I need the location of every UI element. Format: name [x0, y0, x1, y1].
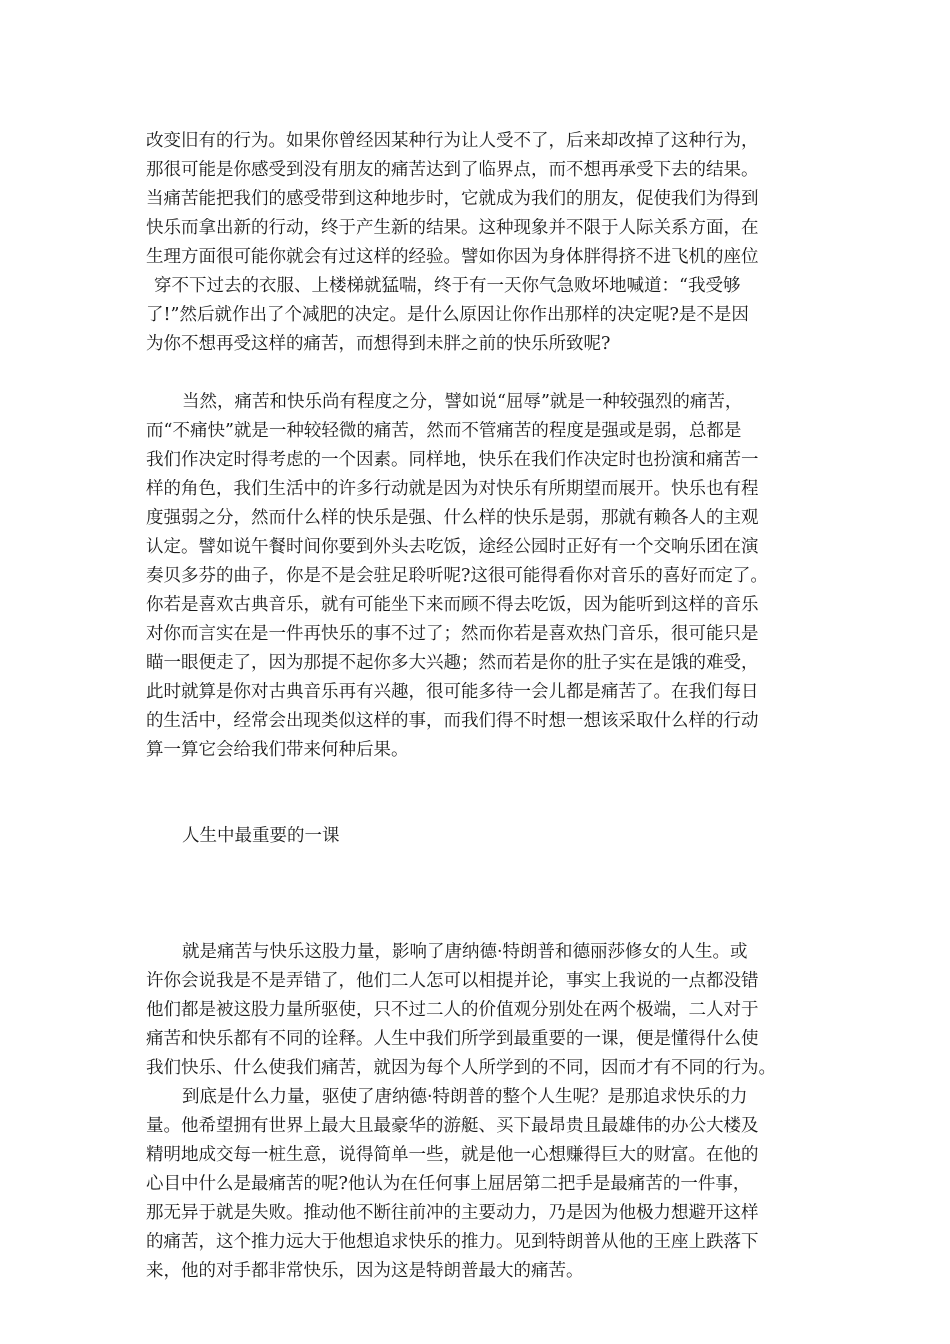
paragraph-line: 了!”然后就作出了个减肥的决定。是什么原因让你作出那样的决定呢?是不是因 [146, 305, 749, 325]
paragraph-1 [146, 127, 806, 359]
paragraph-line: 量。他希望拥有世界上最大且最豪华的游艇、买下最昂贵且最雄伟的办公大楼及 [146, 1116, 759, 1136]
paragraph-line: 我们作决定时得考虑的一个因素。同样地，快乐在我们作决定时也扮演和痛苦一 [146, 450, 759, 470]
paragraph-line: 到底是什么力量，驱使了唐纳德·特朗普的整个人生呢？是那追求快乐的力 [182, 1087, 748, 1107]
paragraph-line: 快乐而拿出新的行动，终于产生新的结果。这种现象并不限于人际关系方面，在 [146, 218, 759, 238]
paragraph-line: 度强弱之分，然而什么样的快乐是强、什么样的快乐是弱，那就有赖各人的主观 [146, 508, 759, 528]
paragraph-4 [146, 1083, 806, 1286]
paragraph-line: 此时就算是你对古典音乐再有兴趣，很可能多待一会儿都是痛苦了。在我们每日 [146, 682, 759, 702]
paragraph-line: 精明地成交每一桩生意，说得简单一些，就是他一心想赚得巨大的财富。在他的 [146, 1145, 759, 1165]
paragraph-line: 的痛苦，这个推力远大于他想追求快乐的推力。见到特朗普从他的王座上跌落下 [146, 1232, 759, 1252]
paragraph-2 [146, 388, 806, 765]
paragraph-line: 他们都是被这股力量所驱使，只不过二人的价值观分别处在两个极端，二人对于 [146, 1000, 759, 1020]
paragraph-line: 穿不下过去的衣服、上楼梯就猛喘，终于有一天你气急败坏地喊道：“我受够 [154, 276, 741, 296]
paragraph-line: 来，他的对手都非常快乐，因为这是特朗普最大的痛苦。 [146, 1261, 584, 1281]
paragraph-line: 算一算它会给我们带来何种后果。 [146, 740, 409, 760]
paragraph-line: 为你不想再受这样的痛苦，而想得到未胖之前的快乐所致呢? [146, 334, 611, 354]
paragraph-line: 而“不痛快”就是一种较轻微的痛苦，然而不管痛苦的程度是强或是弱，总都是 [146, 421, 742, 441]
paragraph-line: 认定。譬如说午餐时间你要到外头去吃饭，途经公园时正好有一个交响乐团在演 [146, 537, 759, 557]
paragraph-line: 瞄一眼便走了，因为那提不起你多大兴趣；然而若是你的肚子实在是饿的难受， [146, 653, 759, 673]
section-heading: 人生中最重要的一课 [182, 826, 340, 846]
paragraph-line: 奏贝多芬的曲子，你是不是会驻足聆听呢?这很可能得看你对音乐的喜好而定了。 [146, 566, 768, 586]
paragraph-line: 样的角色，我们生活中的许多行动就是因为对快乐有所期望而展开。快乐也有程 [146, 479, 759, 499]
paragraph-line: 许你会说我是不是弄错了，他们二人怎可以相提并论，事实上我说的一点都没错 [146, 971, 759, 991]
paragraph-line: 生理方面很可能你就会有过这样的经验。譬如你因为身体胖得挤不进飞机的座位 [146, 247, 759, 267]
paragraph-line: 的生活中，经常会出现类似这样的事，而我们得不时想一想该采取什么样的行动 [146, 711, 759, 731]
paragraph-line: 那无异于就是失败。推动他不断往前冲的主要动力，乃是因为他极力想避开这样 [146, 1203, 759, 1223]
paragraph-line: 当痛苦能把我们的感受带到这种地步时，它就成为我们的朋友，促使我们为得到 [146, 189, 759, 209]
paragraph-line: 你若是喜欢古典音乐，就有可能坐下来而顾不得去吃饭，因为能听到这样的音乐 [146, 595, 759, 615]
paragraph-line: 对你而言实在是一件再快乐的事不过了；然而你若是喜欢热门音乐，很可能只是 [146, 624, 759, 644]
paragraph-line: 当然，痛苦和快乐尚有程度之分，譬如说“屈辱”就是一种较强烈的痛苦， [182, 392, 743, 412]
paragraph-line: 那很可能是你感受到没有朋友的痛苦达到了临界点，而不想再承受下去的结果。 [146, 160, 759, 180]
paragraph-3 [146, 938, 806, 1083]
paragraph-line: 我们快乐、什么使我们痛苦，就因为每个人所学到的不同，因而才有不同的行为。 [146, 1058, 776, 1078]
paragraph-line: 改变旧有的行为。如果你曾经因某种行为让人受不了，后来却改掉了这种行为， [146, 131, 759, 151]
paragraph-line: 心目中什么是最痛苦的呢?他认为在任何事上屈居第二把手是最痛苦的一件事， [146, 1174, 751, 1194]
paragraph-line: 痛苦和快乐都有不同的诠释。人生中我们所学到最重要的一课，便是懂得什么使 [146, 1029, 759, 1049]
paragraph-line: 就是痛苦与快乐这股力量，影响了唐纳德·特朗普和德丽莎修女的人生。或 [182, 942, 748, 962]
